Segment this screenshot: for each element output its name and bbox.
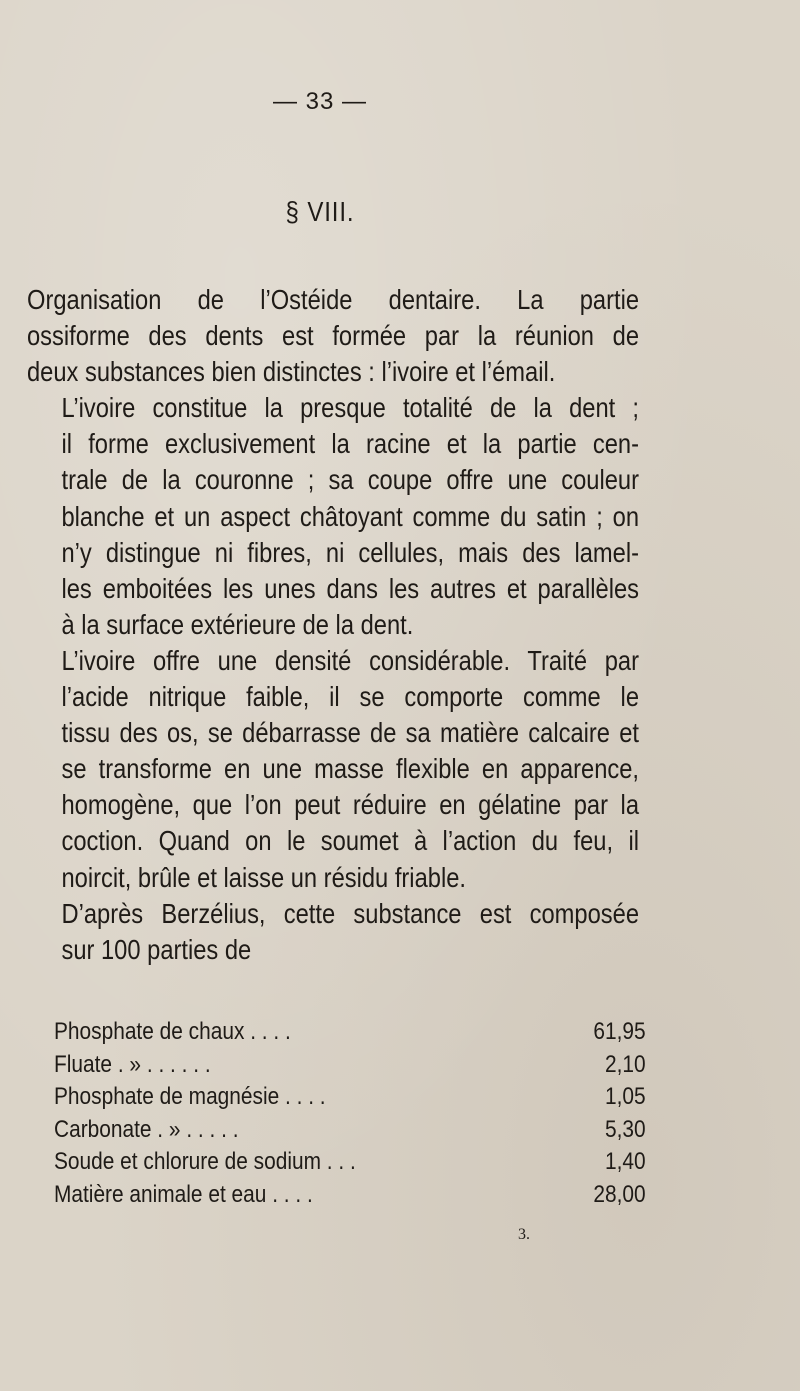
component-label: Phosphate de magnésie . . . .: [54, 1083, 326, 1111]
component-value: 5,30: [604, 1115, 646, 1143]
composition-table: [54, 1016, 646, 1212]
component-value: 1,40: [604, 1148, 646, 1176]
text-line: deux substances bien distinctes : l’ivoire et l’émail.: [27, 356, 556, 388]
text-line: à la surface extérieure de la dent.: [61, 608, 414, 640]
table-row: [54, 1081, 646, 1114]
body-text: [27, 282, 639, 968]
paragraph: [27, 643, 639, 896]
text-line: les emboitées les unes dans les autres et parallèles: [61, 572, 640, 604]
section-heading: § VIII.: [285, 196, 355, 227]
component-value: 28,00: [593, 1180, 646, 1208]
text-line: il forme exclusivement la racine et la partie cen-: [61, 428, 640, 460]
text-line: trale de la couronne ; sa coupe offre une couleur: [61, 464, 640, 496]
signature-mark: 3.: [518, 1226, 530, 1243]
table-row: [54, 1114, 646, 1147]
text-line: Organisation de l’Ostéide dentaire. La partie: [27, 284, 640, 315]
text-line: homogène, que l’on peut réduire en gélatine par la: [61, 789, 640, 821]
component-value: 61,95: [593, 1018, 646, 1045]
text-line: tissu des os, se débarrasse de sa matière calcaire et: [61, 717, 640, 749]
text-line: blanche et un aspect châtoyant comme du satin ; on: [61, 500, 640, 532]
text-line: sur 100 parties de: [61, 933, 252, 965]
text-line: L’ivoire constitue la presque totalité de la dent ;: [61, 392, 640, 424]
paragraph: [27, 390, 639, 643]
table-row: [54, 1049, 646, 1082]
paragraph: [27, 282, 639, 390]
text-line: l’acide nitrique faible, il se comporte comme le: [61, 681, 640, 713]
component-label: Soude et chlorure de sodium . . .: [54, 1148, 356, 1176]
table-row: [54, 1179, 646, 1212]
text-line: n’y distingue ni fibres, ni cellules, mais des lamel-: [61, 536, 640, 568]
text-line: coction. Quand on le soumet à l’action du feu, il: [61, 825, 640, 857]
component-value: 2,10: [604, 1050, 646, 1078]
component-value: 1,05: [604, 1083, 646, 1111]
text-line: D’après Berzélius, cette substance est composée: [61, 897, 640, 929]
text-line: se transforme en une masse flexible en apparence,: [61, 753, 640, 785]
component-label: Phosphate de chaux . . . .: [54, 1018, 291, 1045]
component-label: Matière animale et eau . . . .: [54, 1180, 313, 1208]
text-line: L’ivoire offre une densité considérable. Traité par: [61, 644, 640, 676]
table-row: [54, 1016, 646, 1049]
text-line: ossiforme des dents est formée par la réunion de: [27, 320, 640, 352]
table-row: [54, 1146, 646, 1179]
text-line: noircit, brûle et laisse un résidu friable.: [61, 861, 466, 893]
component-label: Carbonate . » . . . . .: [54, 1115, 239, 1143]
page-number: — 33 —: [272, 88, 368, 115]
paragraph: [27, 896, 639, 968]
component-label: Fluate . » . . . . . .: [54, 1050, 211, 1078]
